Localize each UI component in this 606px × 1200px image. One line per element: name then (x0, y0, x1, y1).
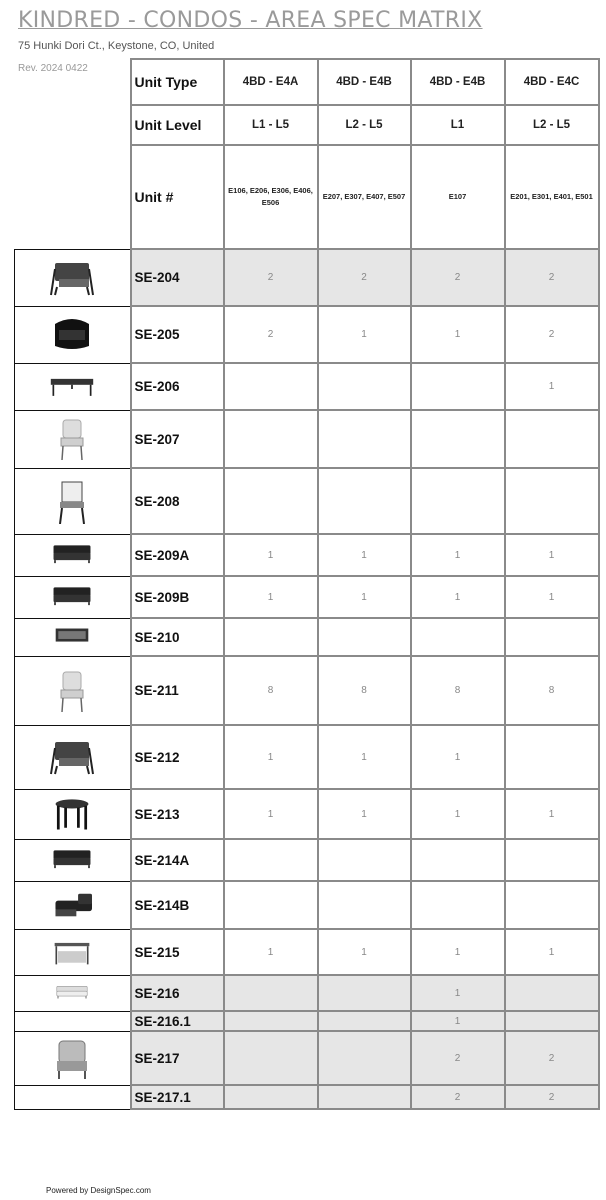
quantity-cell: 1 (411, 725, 505, 789)
bench-icon (34, 367, 110, 406)
item-code: SE-214B (131, 881, 224, 929)
item-code: SE-204 (131, 249, 224, 306)
quantity-cell: 1 (318, 576, 411, 618)
quantity-cell (411, 618, 505, 656)
quantity-cell (224, 410, 318, 468)
item-code: SE-205 (131, 306, 224, 363)
quantity-cell: 1 (411, 306, 505, 363)
quantity-cell (318, 410, 411, 468)
quantity-cell (505, 618, 599, 656)
product-image-cell (15, 576, 131, 618)
unit-level-row (15, 105, 599, 145)
product-image-cell (15, 410, 131, 468)
table-row (15, 410, 599, 468)
unit-type-label: Unit Type (131, 59, 224, 105)
swivel-chair-icon (34, 312, 110, 358)
daybed-sofa-icon (34, 979, 110, 1007)
quantity-cell (411, 881, 505, 929)
quantity-cell (505, 410, 599, 468)
product-image-cell (15, 1011, 131, 1031)
column-unit-level: L1 (411, 105, 505, 145)
table-row (15, 576, 599, 618)
sofa-icon (34, 538, 110, 572)
quantity-cell (318, 363, 411, 410)
column-unit-numbers: E207, E307, E407, E507 (318, 145, 411, 249)
column-unit-numbers: E201, E301, E401, E501 (505, 145, 599, 249)
quantity-cell: 1 (224, 534, 318, 576)
chaise-sectional-icon (34, 885, 110, 925)
area-spec-matrix (14, 58, 600, 1110)
sofa-icon (34, 580, 110, 614)
quantity-cell: 1 (505, 929, 599, 975)
quantity-cell: 8 (505, 656, 599, 725)
quantity-cell (224, 468, 318, 534)
unit-number-label: Unit # (131, 145, 224, 249)
quantity-cell: 1 (505, 576, 599, 618)
product-image-cell (15, 534, 131, 576)
quantity-cell: 2 (505, 1031, 599, 1085)
quantity-cell: 2 (411, 1085, 505, 1109)
quantity-cell: 1 (318, 929, 411, 975)
quantity-cell: 1 (505, 789, 599, 839)
column-unit-numbers: E106, E206, E306, E406, E506 (224, 145, 318, 249)
table-row (15, 789, 599, 839)
quantity-cell (411, 468, 505, 534)
product-image-cell (15, 839, 131, 881)
quantity-cell (318, 1085, 411, 1109)
item-code: SE-214A (131, 839, 224, 881)
quantity-cell (505, 1011, 599, 1031)
item-code: SE-213 (131, 789, 224, 839)
column-unit-type: 4BD - E4C (505, 59, 599, 105)
column-unit-level: L1 - L5 (224, 105, 318, 145)
quantity-cell (505, 881, 599, 929)
table-row (15, 468, 599, 534)
quantity-cell (224, 618, 318, 656)
quantity-cell (224, 881, 318, 929)
item-code: SE-217.1 (131, 1085, 224, 1109)
item-code: SE-210 (131, 618, 224, 656)
column-unit-type: 4BD - E4A (224, 59, 318, 105)
dining-chair-icon (34, 416, 110, 462)
quantity-cell: 1 (224, 576, 318, 618)
quantity-cell: 1 (318, 306, 411, 363)
product-image-cell (15, 618, 131, 656)
powered-by-footer: Powered by DesignSpec.com (46, 1186, 151, 1195)
table-row (15, 306, 599, 363)
item-code: SE-212 (131, 725, 224, 789)
quantity-cell (224, 839, 318, 881)
table-row (15, 881, 599, 929)
product-image-cell (15, 249, 131, 306)
column-unit-type: 4BD - E4B (411, 59, 505, 105)
console-table-icon (34, 933, 110, 971)
quantity-cell: 1 (318, 725, 411, 789)
quantity-cell: 1 (505, 534, 599, 576)
product-image-cell (15, 1031, 131, 1085)
column-unit-level: L2 - L5 (505, 105, 599, 145)
item-code: SE-211 (131, 656, 224, 725)
lounge-chair-icon (34, 255, 110, 301)
column-unit-type: 4BD - E4B (318, 59, 411, 105)
table-row (15, 725, 599, 789)
quantity-cell: 2 (411, 249, 505, 306)
quantity-cell: 2 (318, 249, 411, 306)
quantity-cell (318, 1011, 411, 1031)
item-code: SE-209B (131, 576, 224, 618)
quantity-cell: 1 (224, 929, 318, 975)
quantity-cell: 8 (411, 656, 505, 725)
quantity-cell (411, 363, 505, 410)
unit-level-label: Unit Level (131, 105, 224, 145)
quantity-cell: 1 (411, 1011, 505, 1031)
product-image-cell (15, 975, 131, 1011)
project-address: 75 Hunki Dori Ct., Keystone, CO, United (18, 40, 215, 52)
item-code: SE-208 (131, 468, 224, 534)
table-row (15, 618, 599, 656)
quantity-cell: 8 (224, 656, 318, 725)
quantity-cell (224, 1085, 318, 1109)
table-row (15, 929, 599, 975)
quantity-cell: 1 (411, 789, 505, 839)
product-image-cell (15, 725, 131, 789)
quantity-cell (505, 468, 599, 534)
quantity-cell (411, 410, 505, 468)
quantity-cell (505, 725, 599, 789)
revision-label: Rev. 2024 0422 (18, 63, 88, 74)
quantity-cell (224, 1011, 318, 1031)
item-code: SE-216.1 (131, 1011, 224, 1031)
table-row (15, 656, 599, 725)
table-row (15, 1031, 599, 1085)
item-code: SE-215 (131, 929, 224, 975)
quantity-cell: 1 (411, 929, 505, 975)
quantity-cell: 1 (505, 363, 599, 410)
quantity-cell (224, 975, 318, 1011)
page-title: KINDRED - CONDOS - AREA SPEC MATRIX (18, 8, 483, 33)
quantity-cell (505, 975, 599, 1011)
unit-number-row (15, 145, 599, 249)
product-image-cell (15, 363, 131, 410)
quantity-cell: 1 (224, 789, 318, 839)
quantity-cell: 1 (224, 725, 318, 789)
table-row (15, 534, 599, 576)
column-unit-level: L2 - L5 (318, 105, 411, 145)
item-code: SE-209A (131, 534, 224, 576)
table-row (15, 1011, 599, 1031)
outdoor-chair-icon (34, 1035, 110, 1081)
product-image-cell (15, 1085, 131, 1109)
quantity-cell (318, 975, 411, 1011)
quantity-cell: 1 (411, 534, 505, 576)
quantity-cell: 1 (318, 789, 411, 839)
lounge-chair-icon (34, 734, 110, 780)
product-image-cell (15, 789, 131, 839)
item-code: SE-206 (131, 363, 224, 410)
quantity-cell (224, 1031, 318, 1085)
product-image-cell (15, 468, 131, 534)
product-image-cell (15, 656, 131, 725)
quantity-cell (318, 839, 411, 881)
quantity-cell: 2 (224, 249, 318, 306)
table-row (15, 1085, 599, 1109)
table-row (15, 363, 599, 410)
quantity-cell (318, 468, 411, 534)
quantity-cell (318, 618, 411, 656)
product-image-cell (15, 929, 131, 975)
item-code: SE-216 (131, 975, 224, 1011)
column-unit-numbers: E107 (411, 145, 505, 249)
quantity-cell: 8 (318, 656, 411, 725)
tray-icon (34, 622, 110, 652)
quantity-cell (318, 1031, 411, 1085)
table-row (15, 975, 599, 1011)
quantity-cell: 1 (318, 534, 411, 576)
quantity-cell (318, 881, 411, 929)
ottoman-icon (34, 793, 110, 835)
product-image-cell (15, 306, 131, 363)
sofa-icon (34, 843, 110, 877)
item-code: SE-207 (131, 410, 224, 468)
unit-type-row (15, 59, 599, 105)
side-chair-icon (34, 478, 110, 524)
quantity-cell: 2 (411, 1031, 505, 1085)
table-row (15, 249, 599, 306)
quantity-cell (505, 839, 599, 881)
item-code: SE-217 (131, 1031, 224, 1085)
quantity-cell (411, 839, 505, 881)
quantity-cell: 2 (505, 1085, 599, 1109)
quantity-cell: 2 (505, 249, 599, 306)
quantity-cell (224, 363, 318, 410)
dining-chair-icon (34, 668, 110, 714)
quantity-cell: 2 (505, 306, 599, 363)
product-image-cell (15, 881, 131, 929)
quantity-cell: 2 (224, 306, 318, 363)
quantity-cell: 1 (411, 975, 505, 1011)
quantity-cell: 1 (411, 576, 505, 618)
table-row (15, 839, 599, 881)
